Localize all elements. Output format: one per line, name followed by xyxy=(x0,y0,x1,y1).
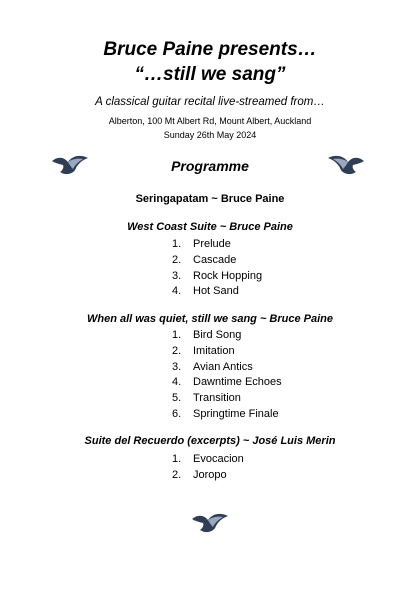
suite-title: West Coast Suite ~ Bruce Paine xyxy=(127,221,293,233)
suite-title: Suite del Recuerdo (excerpts) ~ José Luis Merin xyxy=(84,435,336,447)
movement-list xyxy=(172,237,262,300)
list-item: 4. Hot Sand xyxy=(172,285,239,298)
opening-piece: Seringapatam ~ Bruce Paine xyxy=(135,193,285,205)
list-item: 2. Imitation xyxy=(172,344,235,357)
list-item: 2. Cascade xyxy=(172,253,237,266)
event-date: Sunday 26th May 2024 xyxy=(163,130,257,140)
programme-heading: Programme xyxy=(171,158,249,174)
list-item: 1. Prelude xyxy=(172,238,231,250)
title-line-2: “…still we sang” xyxy=(134,64,286,85)
bird-icon xyxy=(190,510,230,536)
list-item: 1. Evocacion xyxy=(172,453,244,465)
subtitle: A classical guitar recital live-streamed from… xyxy=(95,96,325,108)
venue: Alberton, 100 Mt Albert Rd, Mount Albert, Auckland xyxy=(108,116,312,126)
list-item: 4. Dawntime Echoes xyxy=(172,376,282,389)
suite-title: When all was quiet, still we sang ~ Bruce Paine xyxy=(86,313,334,325)
list-item: 2. Joropo xyxy=(172,468,227,481)
list-item: 5. Transition xyxy=(172,392,241,405)
list-item: 6. Springtime Finale xyxy=(172,407,279,420)
movement-list xyxy=(172,452,244,484)
movement-list xyxy=(172,328,282,423)
list-item: 1. Bird Song xyxy=(172,329,242,341)
list-item: 3. Avian Antics xyxy=(172,360,253,373)
title-line-1: Bruce Paine presents… xyxy=(103,39,317,60)
list-item: 3. Rock Hopping xyxy=(172,269,263,282)
